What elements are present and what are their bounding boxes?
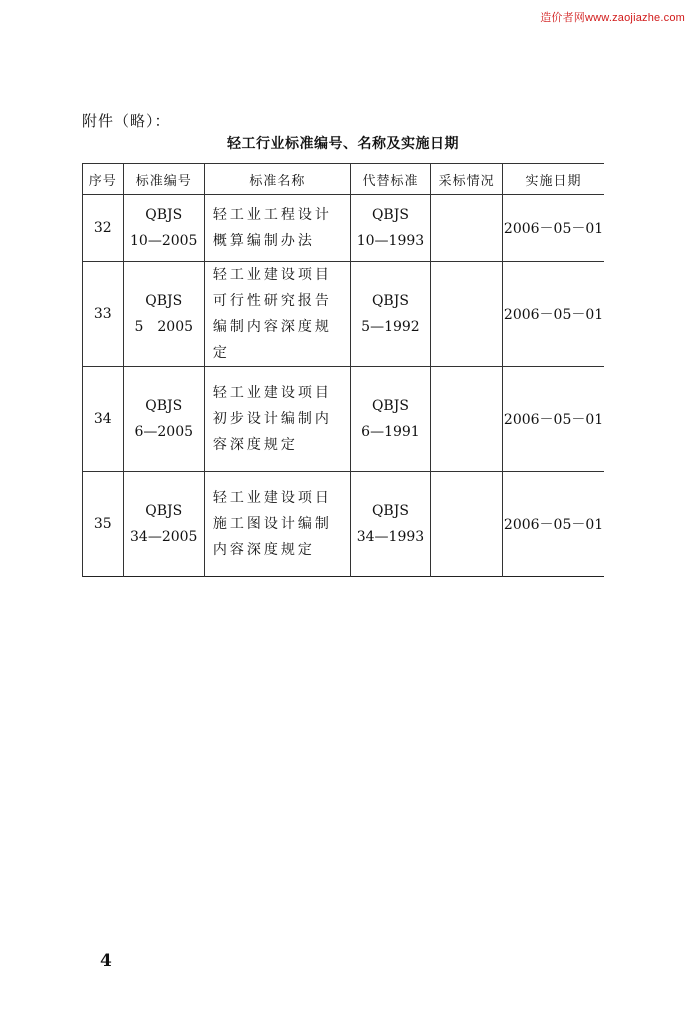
row-date: 2006－05－01	[503, 367, 604, 472]
name-line: 初步设计编制内	[212, 411, 332, 427]
name-line: 轻工业建设项目	[212, 385, 332, 401]
header-name: 标准名称	[204, 164, 350, 195]
header-code: 标准编号	[123, 164, 204, 195]
header-date: 实施日期	[503, 164, 604, 195]
replaces-number: 10—1993	[356, 233, 425, 249]
code-prefix: QBJS	[145, 293, 183, 309]
row-date: 2006－05－01	[503, 262, 604, 367]
table-row	[83, 367, 605, 472]
code-prefix: QBJS	[145, 503, 183, 519]
row-date: 2006－05－01	[503, 195, 604, 262]
name-line: 轻工业工程设计	[212, 207, 332, 223]
row-replaces	[350, 262, 430, 367]
replaces-prefix: QBJS	[371, 207, 409, 223]
name-line: 可行性研究报告	[212, 293, 332, 309]
code-prefix: QBJS	[145, 207, 183, 223]
code-prefix: QBJS	[145, 398, 183, 414]
row-adoption	[431, 472, 503, 577]
name-line: 编制内容深度规	[212, 319, 332, 335]
name-line: 容深度规定	[212, 437, 298, 453]
row-date: 2006－05－01	[503, 472, 604, 577]
row-replaces	[350, 367, 430, 472]
row-code	[123, 262, 204, 367]
name-line: 内容深度规定	[212, 542, 315, 558]
row-replaces	[350, 472, 430, 577]
row-code	[123, 367, 204, 472]
attachment-note: 附件（略）：	[82, 112, 171, 130]
code-number: 6—2005	[134, 424, 194, 440]
header-seq: 序号	[83, 164, 124, 195]
row-seq: 35	[83, 472, 124, 577]
replaces-number: 34—1993	[356, 529, 425, 545]
replaces-prefix: QBJS	[371, 293, 409, 309]
row-adoption	[431, 195, 503, 262]
table-row	[83, 472, 605, 577]
table-header-row	[83, 164, 605, 195]
row-name	[204, 472, 350, 577]
header-adoption: 采标情况	[431, 164, 503, 195]
row-seq: 33	[83, 262, 124, 367]
name-line: 施工图设计编制	[212, 516, 332, 532]
code-number: 34—2005	[130, 529, 198, 545]
row-name	[204, 367, 350, 472]
table-title: 轻工行业标准编号、名称及实施日期	[227, 136, 459, 152]
site-watermark: 造价者网www.zaojiazhe.com	[540, 12, 685, 24]
table-row	[83, 262, 605, 367]
row-adoption	[431, 262, 503, 367]
row-seq: 34	[83, 367, 124, 472]
name-line: 概算编制办法	[212, 233, 315, 249]
table-row	[83, 195, 605, 262]
header-replaces: 代替标准	[350, 164, 430, 195]
replaces-number: 5—1992	[361, 319, 420, 335]
page-number: 4	[100, 951, 112, 971]
code-number: 10—2005	[130, 233, 198, 249]
standards-table	[82, 163, 604, 577]
name-line: 定	[212, 345, 230, 361]
code-number: 5 2005	[134, 319, 194, 335]
row-name	[204, 262, 350, 367]
row-code	[123, 195, 204, 262]
name-line: 轻工业建设项日	[212, 490, 332, 506]
row-seq: 32	[83, 195, 124, 262]
row-adoption	[431, 367, 503, 472]
replaces-prefix: QBJS	[371, 398, 409, 414]
name-line: 轻工业建设项目	[212, 267, 332, 283]
row-name	[204, 195, 350, 262]
replaces-prefix: QBJS	[371, 503, 409, 519]
row-code	[123, 472, 204, 577]
row-replaces	[350, 195, 430, 262]
replaces-number: 6—1991	[361, 424, 420, 440]
